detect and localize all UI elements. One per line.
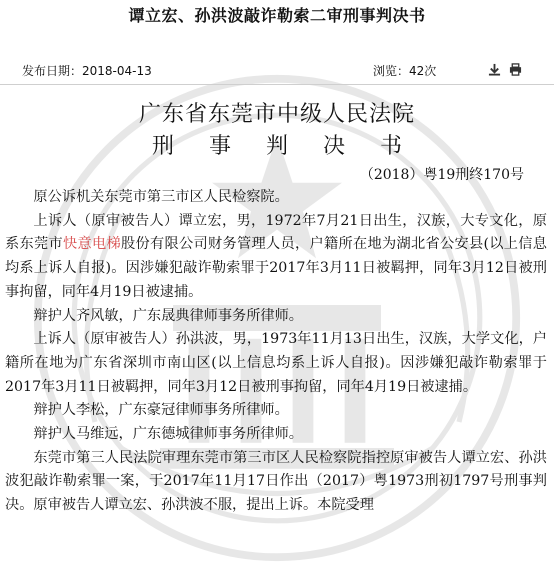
- print-icon[interactable]: [509, 63, 522, 76]
- text-segment: 上诉人（原审被告人）谭立宏，男，1972年7月21日出生，汉族，大专文化，原系东莞市: [5, 212, 547, 253]
- view-count: [373, 58, 436, 84]
- document-type: 刑 事 判 决 书: [152, 134, 416, 159]
- publish-date-label: 发布日期：: [22, 64, 83, 78]
- paragraph-case-history: 东莞市第三人民法院审理东莞市第三市区人民检察院指控原审被告人谭立宏、孙洪波犯敲诈勒索罪一案，于2017年11月17日作出（2017）粤1973刑初1797号刑事判决。原审被告人谭立宏、孙洪波不服，提出上诉。本院受理: [5, 449, 547, 514]
- page-title: 谭立宏、孙洪波敲诈勒索二审刑事判决书: [128, 6, 426, 25]
- court-name: 广东省东莞市中级人民法院: [138, 102, 415, 127]
- meta-bar: [0, 58, 554, 84]
- text-segment: 股份有限公司财务管理人员，户籍所在地为湖北省公安县(以上信息均系上诉人自报)。因涉嫌犯敲诈勒索罪于2017年3月11日被羁押，同年3月12日被刑事拘留，同年4月19日被逮捕。: [5, 236, 547, 300]
- view-count-value: 42次: [409, 64, 437, 78]
- toolbar: [488, 63, 522, 76]
- paragraph-defender-qi: 辩护人齐风敏，广东晟典律师事务所律师。: [33, 307, 303, 324]
- paragraph-defender-ma: 辩护人马维远，广东德城律师事务所律师。: [33, 426, 303, 443]
- paragraph-appellant-sun: 上诉人（原审被告人）孙洪波，男，1973年11月13日出生，汉族，大学文化，户籍所在地为广东省深圳市南山区(以上信息均系上诉人自报)。因涉嫌犯敲诈勒索罪于2017年3月11日被羁押，同年3月12日被刑事拘留，同年4月19日被逮捕。: [5, 331, 547, 395]
- case-number: （2018）粤19刑终170号: [359, 167, 524, 183]
- divider: [0, 84, 554, 85]
- paragraph-defender-li: 辩护人李松，广东豪冠律师事务所律师。: [33, 402, 289, 419]
- paragraph-appellant-tan: [5, 210, 547, 305]
- publish-date: [22, 58, 152, 84]
- judgment-body: [5, 186, 547, 518]
- download-icon[interactable]: [488, 63, 501, 76]
- highlighted-company-link[interactable]: 快意电梯: [63, 236, 121, 253]
- publish-date-value: 2018-04-13: [82, 64, 152, 78]
- paragraph-prosecutor: 原公诉机关东莞市第三市区人民检察院。: [33, 189, 289, 205]
- view-count-label: 浏览：: [373, 64, 410, 78]
